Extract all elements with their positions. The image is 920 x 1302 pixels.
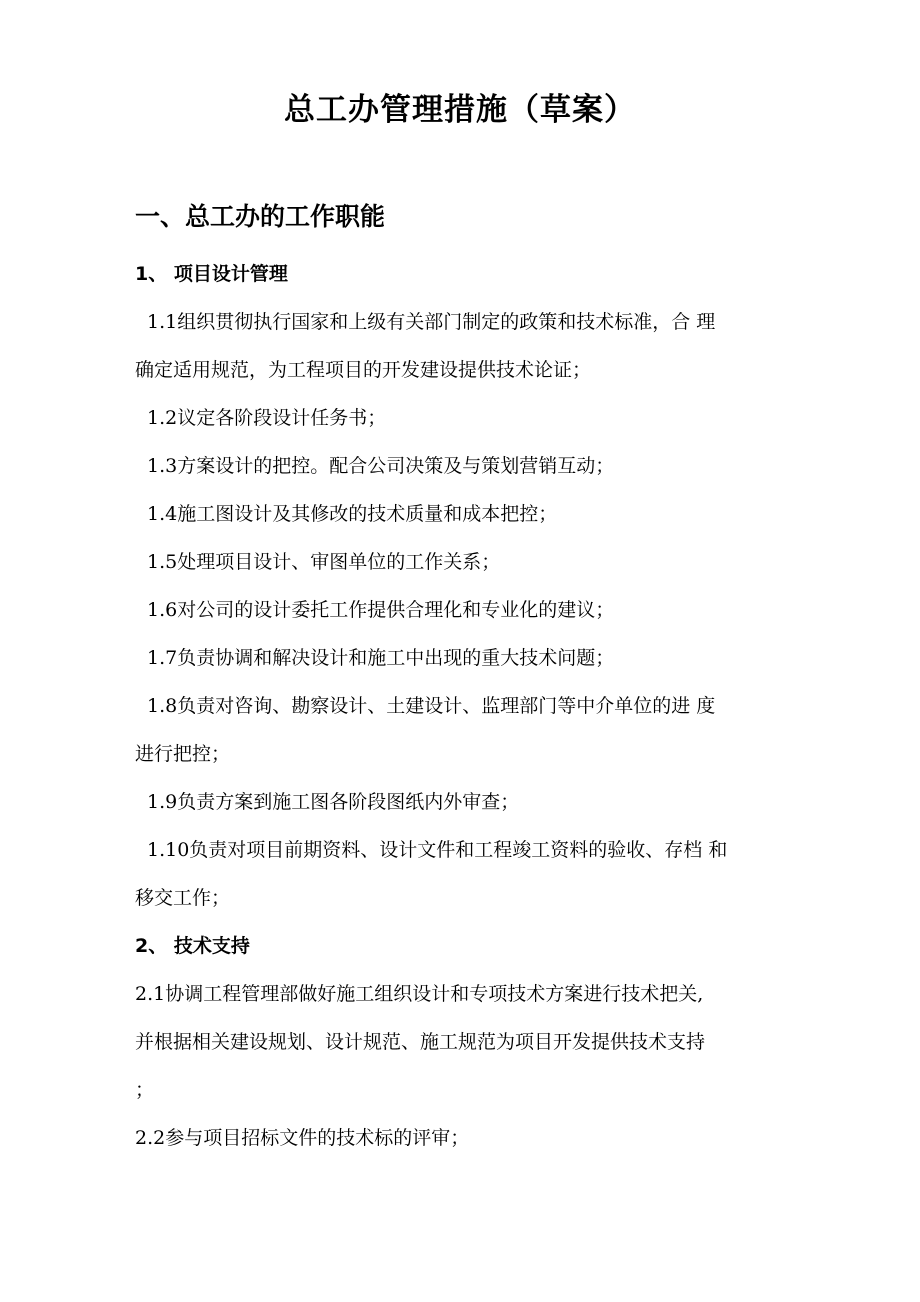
document-body	[135, 250, 805, 1162]
paragraph-line: 1.2议定各阶段设计任务书；	[147, 407, 387, 429]
paragraph-line: 1.10负责对项目前期资料、设计文件和工程竣工资料的验收、存档 和	[147, 839, 728, 861]
paragraph-line: 1.9负责方案到施工图各阶段图纸内外审查；	[147, 791, 520, 813]
paragraph-line: 1.8负责对咨询、勘察设计、土建设计、监理部门等中介单位的进 度	[147, 695, 716, 717]
paragraph-line: 1.1组织贯彻执行国家和上级有关部门制定的政策和技术标准，合 理	[147, 311, 716, 333]
section-heading-work-functions: 一、总工办的工作职能	[135, 202, 386, 231]
paragraph-line: 1.3方案设计的把控。配合公司决策及与策划营销互动；	[147, 455, 615, 477]
paragraph-line: 1.7负责协调和解决设计和施工中出现的重大技术问题；	[147, 647, 615, 669]
paragraph-line: ；	[135, 1079, 155, 1101]
paragraph-line: 2.1协调工程管理部做好施工组织设计和专项技术方案进行技术把关,	[135, 983, 704, 1005]
subsection-heading-design-management: 1、 项目设计管理	[135, 263, 288, 285]
paragraph-line: 1.5处理项目设计、审图单位的工作关系；	[147, 551, 501, 573]
paragraph-line: 并根据相关建设规划、设计规范、施工规范为项目开发提供技术支持	[135, 1031, 706, 1053]
paragraph-line: 2.2参与项目招标文件的技术标的评审；	[135, 1127, 470, 1149]
paragraph-line: 进行把控；	[135, 743, 231, 765]
paragraph-line: 移交工作；	[135, 887, 231, 909]
paragraph-line: 1.4施工图设计及其修改的技术质量和成本把控；	[147, 503, 558, 525]
document-title: 总工办管理措施（草案）	[284, 92, 636, 128]
paragraph-line: 1.6对公司的设计委托工作提供合理化和专业化的建议；	[147, 599, 615, 621]
subsection-heading-technical-support: 2、 技术支持	[135, 935, 250, 957]
paragraph-line: 确定适用规范，为工程项目的开发建设提供技术论证；	[135, 359, 592, 381]
